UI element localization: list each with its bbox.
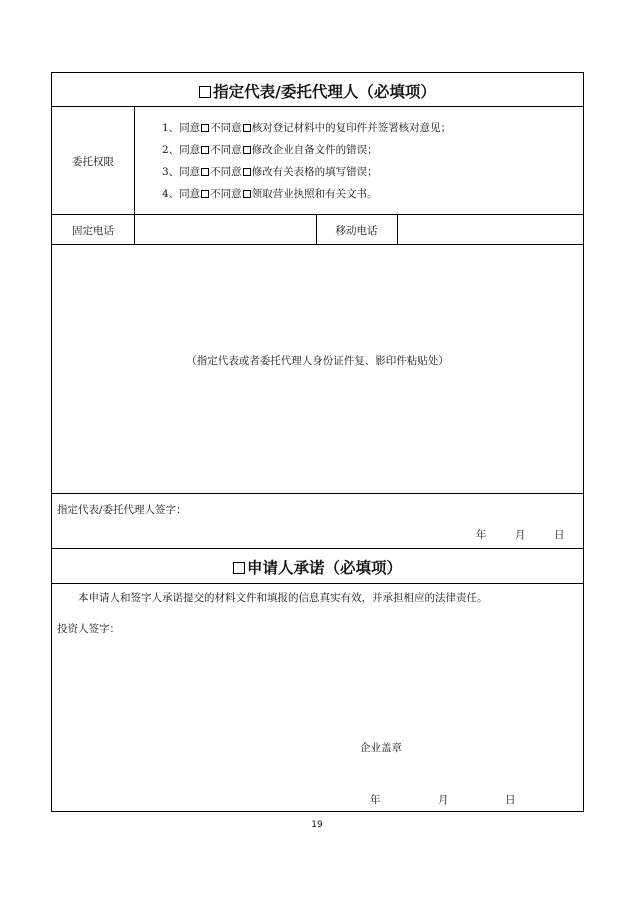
authority-row [52,107,583,215]
authority-item-4 [162,183,451,205]
authority-item-2 [162,139,451,161]
commitment-section-header [52,549,583,584]
commitment-date-year: 年 [370,794,381,806]
agree-label: 同意 [179,122,201,134]
authority-item-1-number: 1、 [162,122,180,134]
authority-item-3 [162,161,451,183]
page-number: 19 [311,820,323,830]
seal-label: 企业盖章 [360,742,402,754]
agree-label: 同意 [179,166,201,178]
commitment-section-checkbox[interactable] [233,562,245,574]
authority-item-3-number: 3、 [162,166,180,178]
authority-item-4-text: 领取营业执照和有关文书。 [251,188,378,200]
form-table [51,72,584,812]
id-copy-area [52,245,583,494]
phone-row [52,215,583,245]
commitment-title-wrap [52,556,583,578]
commitment-statement: 本申请人和签字人承诺提交的材料文件和填报的信息真实有效，并承担相应的法律责任。 [78,592,488,604]
agree-label: 同意 [179,188,201,200]
disagree-checkbox[interactable] [243,190,251,198]
rep-section-title-wrap [52,80,583,102]
rep-section-checkbox[interactable] [199,86,211,98]
authority-label: 委托权限 [72,156,114,168]
id-copy-note: （指定代表或者委托代理人身份证件复、影印件粘贴处） [186,355,449,367]
commitment-section-title: 申请人承诺（必填项） [246,559,402,577]
agree-checkbox[interactable] [201,146,209,154]
rep-date-day: 日 [554,529,565,541]
agree-checkbox[interactable] [201,190,209,198]
rep-section-title: 指定代表/委托代理人（必填项） [213,83,436,101]
authority-item-2-text: 修改企业自备文件的错误； [251,144,378,156]
mobile-phone-field[interactable] [398,215,583,244]
authority-item-1 [162,117,451,139]
investor-signature-label: 投资人签字： [57,623,120,635]
commitment-date-day: 日 [505,794,516,806]
authority-items [162,117,451,205]
disagree-label: 不同意 [210,144,242,156]
commitment-date-month: 月 [438,794,449,806]
authority-item-4-number: 4、 [162,188,180,200]
rep-signature-row [52,494,583,549]
disagree-label: 不同意 [210,166,242,178]
rep-section-header [52,73,583,107]
fixed-phone-field[interactable] [135,215,315,244]
authority-divider [134,107,135,214]
authority-item-1-text: 核对登记材料中的复印件并签署核对意见； [251,122,452,134]
rep-date-month: 月 [515,529,526,541]
rep-date-year: 年 [476,529,487,541]
disagree-label: 不同意 [210,188,242,200]
disagree-checkbox[interactable] [243,124,251,132]
fixed-phone-label: 固定电话 [72,225,114,237]
commitment-content [52,584,583,811]
agree-checkbox[interactable] [201,124,209,132]
disagree-label: 不同意 [210,122,242,134]
rep-signature-label: 指定代表/委托代理人签字： [57,504,187,516]
authority-item-3-text: 修改有关表格的填写错误； [251,166,378,178]
agree-label: 同意 [179,144,201,156]
mobile-phone-label: 移动电话 [335,225,378,237]
authority-item-2-number: 2、 [162,144,180,156]
disagree-checkbox[interactable] [243,168,251,176]
disagree-checkbox[interactable] [243,146,251,154]
agree-checkbox[interactable] [201,168,209,176]
